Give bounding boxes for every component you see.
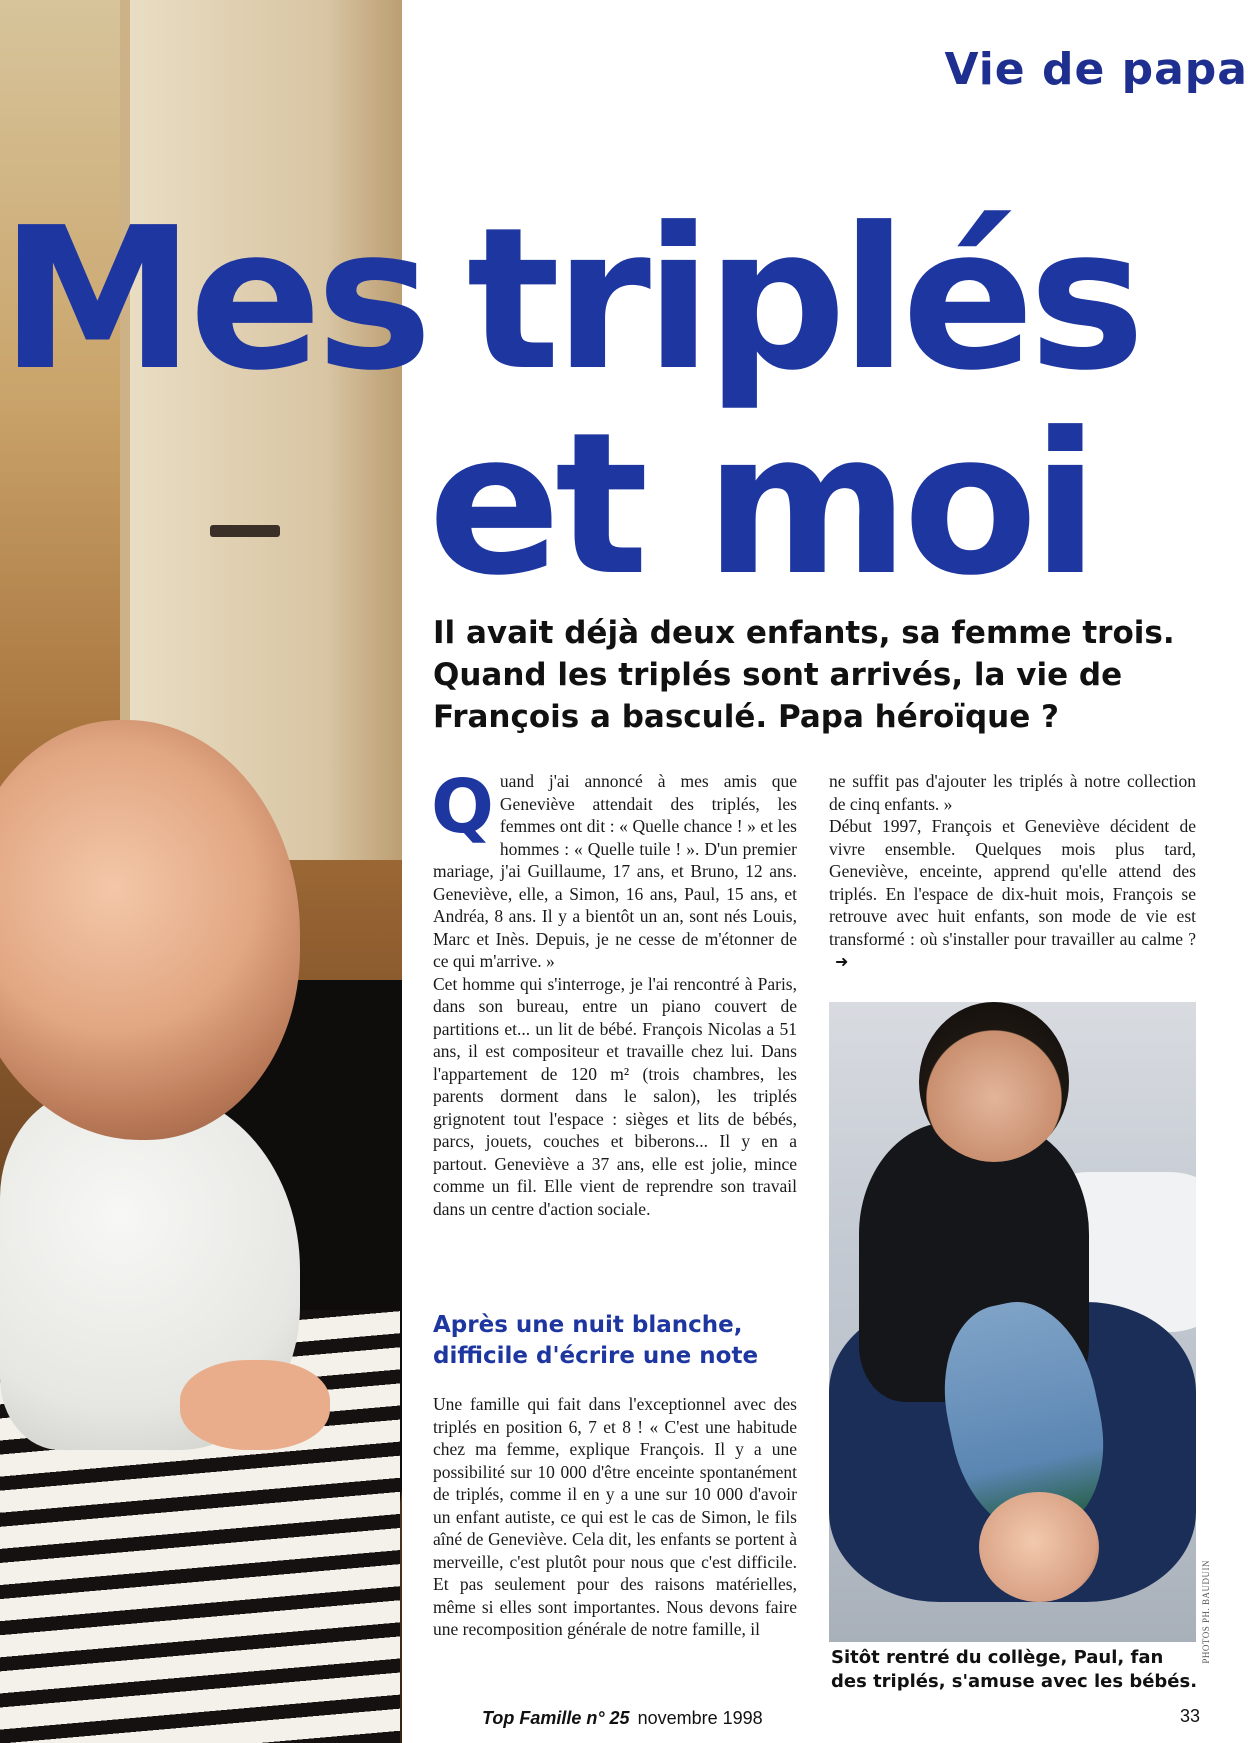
section-label: Vie de papa <box>944 44 1248 95</box>
lead-paragraph: Il avait déjà deux enfants, sa femme trois. Quand les triplés sont arrivés, la vie de François a basculé. Papa héroïque ? <box>433 615 1175 735</box>
drop-cap: Q <box>431 764 494 850</box>
title-word-triples: triplés <box>466 186 1140 414</box>
column-1-para-1 <box>431 764 797 973</box>
column-2 <box>829 770 1196 975</box>
photo2-boy-head <box>919 1002 1069 1162</box>
column-1-continued <box>433 1393 797 1641</box>
column-1-para-2: Cet homme qui s'interroge, je l'ai rencontré à Paris, dans son bureau, entre un piano couvert de partitions et... un lit de bébé. François Nicolas a 51 ans, il est compositeur et travaille chez lui. Dans l'appartement de 120 m² (trois chambres, les parents dorment dans le salon), les triplés grignotent tout l'espace : sièges et lits de bébés, parcs, jouets, couches et biberons... Il y en a partout. Geneviève a 37 ans, elle est jolie, mince comme un fil. Elle vient de reprendre son travail dans un centre d'action sociale. <box>433 973 797 1219</box>
column-2-para-2 <box>829 815 1196 975</box>
paul-with-babies-photo <box>829 1002 1196 1642</box>
page-number: 33 <box>1180 1706 1201 1726</box>
column-1-para-1-text: uand j'ai annoncé à mes amis que Geneviève attendait des triplés, les femmes ont dit : « Quelle chance ! » et les hommes : « Quelle tuile ! ». D'un premier mariage, j'ai Guillaume, 17 ans, et Bruno, 12 ans. Geneviève, elle, a Simon, 16 ans, Paul, 15 ans, et Andréa, 8 ans. Il y a bientôt un an, sont nés Louis, Marc et Inès. Depuis, je ne cesse de m'étonner de ce qui m'arrive. » <box>433 771 797 971</box>
arrow-right-icon: ➜ <box>835 954 849 971</box>
footer-date: novembre 1998 <box>637 1708 763 1728</box>
title-line-2: et moi <box>428 391 1093 619</box>
photo2-baby-head <box>979 1492 1099 1602</box>
column-1 <box>431 764 797 1220</box>
footer <box>482 1708 763 1729</box>
column-2-para-1: ne suffit pas d'ajouter les triplés à notre collection de cinq enfants. » <box>829 771 1196 814</box>
photo-caption: Sitôt rentré du collège, Paul, fan des triplés, s'amuse avec les bébés. <box>831 1647 1198 1692</box>
photo-credit: PHOTOS PH. BAUDUIN <box>1201 1560 1211 1664</box>
photo-door-handle <box>210 525 280 537</box>
footer-publication: Top Famille n° 25 <box>482 1708 630 1728</box>
title-line-1 <box>0 186 1248 414</box>
column-2-para-2-text: Début 1997, François et Geneviève décident de vivre ensemble. Quelques mois plus tard, Geneviève, enceinte, apprend qu'elle attend des triplés. En l'espace de dix-huit mois, François se retrouve avec huit enfants, son mode de vie est transformé : où s'installer pour travailler au calme ? <box>829 816 1196 949</box>
title-word-mes: Mes <box>0 186 427 414</box>
photo-baby-hand <box>180 1360 330 1450</box>
subheading: Après une nuit blanche, difficile d'écrire une note <box>433 1312 759 1369</box>
column-1-para-3: Une famille qui fait dans l'exceptionnel avec des triplés en position 6, 7 et 8 ! « C'est une habitude chez ma femme, explique François. Il y a une possibilité sur 10 000 d'être enceinte spontanément de triplés, comme il en y a une sur 10 000 d'avoir un enfant autiste, ce qui est le cas de Simon, le fils aîné de Geneviève. Cela dit, les enfants se portent à merveille, c'est plutôt pour nous que c'est difficile. Et pas seulement pour des raisons matérielles, même si elles sont importantes. Nous devons faire une recomposition générale de notre famille, il <box>433 1394 797 1639</box>
